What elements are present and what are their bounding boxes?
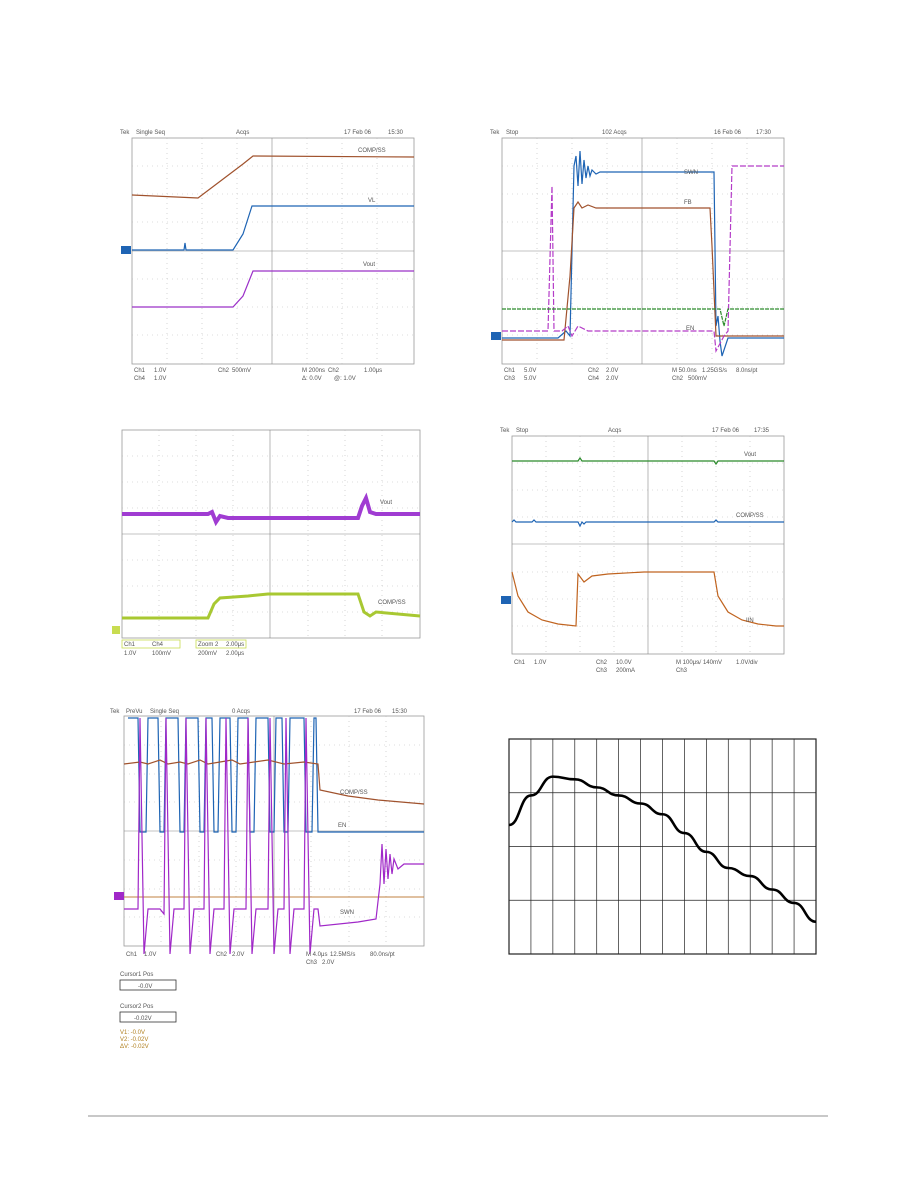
trace-swn <box>502 151 784 356</box>
svg-text:@: 1.0V: @: 1.0V <box>334 376 356 382</box>
svg-text:15:30: 15:30 <box>392 709 408 715</box>
svg-text:1.0V: 1.0V <box>144 952 157 958</box>
svg-text:12.5MS/s: 12.5MS/s <box>330 952 356 958</box>
svg-text:M 200ns: M 200ns <box>302 368 326 374</box>
svg-text:Ch1: Ch1 <box>124 642 136 648</box>
svg-text:Ch4: Ch4 <box>134 376 146 382</box>
footer-rule <box>88 1115 828 1117</box>
svg-text:Ch2: Ch2 <box>672 376 684 382</box>
svg-text:Ch3: Ch3 <box>306 960 318 966</box>
svg-text:100mV: 100mV <box>152 651 172 657</box>
trace-vout <box>122 498 420 522</box>
svg-text:2.0V: 2.0V <box>606 376 619 382</box>
svg-text:15:30: 15:30 <box>388 130 404 136</box>
svg-text:1.0V: 1.0V <box>534 660 547 666</box>
svg-text:5.0V: 5.0V <box>524 368 537 374</box>
svg-text:M 50.0ns: M 50.0ns <box>672 368 697 374</box>
svg-text:5.0V: 5.0V <box>524 376 537 382</box>
trace-vl <box>132 206 414 250</box>
scope-capture-load-transient <box>108 426 424 660</box>
svg-text:Ch3: Ch3 <box>596 668 608 674</box>
svg-text:200mV: 200mV <box>198 651 218 657</box>
label-comp-ss: COMP/SS <box>358 148 386 154</box>
svg-text:Ch1: Ch1 <box>126 952 138 958</box>
trace-en <box>502 166 784 351</box>
svg-text:Acqs: Acqs <box>608 428 622 434</box>
svg-text:Ch3: Ch3 <box>504 376 516 382</box>
trace-comp-ss <box>122 594 420 618</box>
svg-text:2.00μs: 2.00μs <box>226 642 245 648</box>
scope-capture-startup <box>118 126 420 386</box>
svg-text:Ch1: Ch1 <box>504 368 516 374</box>
svg-text:Ch1: Ch1 <box>134 368 146 374</box>
svg-text:17:30: 17:30 <box>756 130 772 136</box>
svg-text:1.0V: 1.0V <box>154 376 167 382</box>
scope-grid <box>132 138 414 364</box>
svg-text:ΔV: -0.02V: ΔV: -0.02V <box>120 1044 149 1050</box>
label-en: EN <box>686 326 695 332</box>
svg-text:V1: -0.0V: V1: -0.0V <box>120 1030 146 1036</box>
svg-text:17:35: 17:35 <box>754 428 770 434</box>
svg-text:Single Seq: Single Seq <box>150 709 180 715</box>
svg-text:Stop: Stop <box>506 130 519 136</box>
trace-vout <box>132 271 414 307</box>
svg-text:1.0V: 1.0V <box>124 651 137 657</box>
svg-text:Ch1: Ch1 <box>514 660 526 666</box>
svg-text:2.0V: 2.0V <box>232 952 245 958</box>
svg-text:Stop: Stop <box>516 428 529 434</box>
trace-comp-ss <box>132 156 414 198</box>
svg-text:Ch2: Ch2 <box>328 368 340 374</box>
svg-text:Δ: 0.0V: Δ: 0.0V <box>302 376 322 382</box>
svg-text:V2: -0.02V: V2: -0.02V <box>120 1037 149 1043</box>
svg-text:500mV: 500mV <box>232 368 252 374</box>
svg-text:Tek: Tek <box>500 428 510 434</box>
svg-text:M 4.0μs: M 4.0μs <box>306 952 328 958</box>
svg-text:Tek: Tek <box>120 130 130 136</box>
label-swn: SWN <box>684 170 698 176</box>
svg-text:Tek: Tek <box>490 130 500 136</box>
scope-footer <box>134 368 382 382</box>
svg-text:16 Feb 06: 16 Feb 06 <box>714 130 742 136</box>
label-comp-ss: COMP/SS <box>736 513 764 519</box>
scope-footer <box>122 640 246 657</box>
svg-text:Single Seq: Single Seq <box>136 130 166 136</box>
svg-text:Tek: Tek <box>110 709 120 715</box>
label-comp-ss: COMP/SS <box>378 600 406 606</box>
cursor-readout <box>120 972 176 1050</box>
svg-text:2.00μs: 2.00μs <box>226 651 245 657</box>
svg-text:500mV: 500mV <box>688 376 708 382</box>
svg-text:-0.0V: -0.0V <box>138 984 153 990</box>
scope-header <box>120 130 404 136</box>
svg-text:200mA: 200mA <box>616 668 636 674</box>
svg-text:2.0V: 2.0V <box>322 960 335 966</box>
label-vl: VL <box>368 198 376 204</box>
svg-text:Ch2: Ch2 <box>596 660 608 666</box>
svg-text:Ch4: Ch4 <box>588 376 600 382</box>
svg-text:Ch2: Ch2 <box>218 368 230 374</box>
trace-fb <box>502 202 784 340</box>
scope-footer <box>514 659 758 674</box>
svg-text:2.0V: 2.0V <box>606 368 619 374</box>
svg-text:1.0V/div: 1.0V/div <box>736 660 758 666</box>
scope-footer <box>126 952 395 966</box>
scope-grid <box>512 436 784 654</box>
scope-header <box>490 130 772 136</box>
svg-text:-0.02V: -0.02V <box>134 1016 152 1022</box>
svg-text:0 Acqs: 0 Acqs <box>232 709 251 715</box>
svg-text:Zoom 2: Zoom 2 <box>198 642 219 648</box>
scope-header <box>500 428 770 434</box>
svg-text:17 Feb 06: 17 Feb 06 <box>712 428 740 434</box>
svg-text:Ch4: Ch4 <box>152 642 164 648</box>
svg-text:1.00μs: 1.00μs <box>364 368 383 374</box>
line-chart <box>508 738 818 956</box>
svg-text:√ 140mV: √ 140mV <box>698 660 722 666</box>
label-iin: IIN <box>746 618 754 624</box>
svg-text:Ch2: Ch2 <box>588 368 600 374</box>
scope-grid <box>122 430 420 638</box>
svg-text:Cursor2 Pos: Cursor2 Pos <box>120 1004 154 1010</box>
svg-text:102 Acqs: 102 Acqs <box>602 130 627 136</box>
scope-capture-inrush <box>498 424 788 676</box>
svg-text:17 Feb 06: 17 Feb 06 <box>354 709 382 715</box>
svg-text:Acqs: Acqs <box>236 130 250 136</box>
svg-text:8.0ns/pt: 8.0ns/pt <box>736 368 758 374</box>
svg-text:Ch3: Ch3 <box>676 668 688 674</box>
trace-green <box>502 309 784 326</box>
svg-text:M 100μs: M 100μs <box>676 660 700 666</box>
svg-text:10.0V: 10.0V <box>616 660 632 666</box>
label-comp-ss: COMP/SS <box>340 790 368 796</box>
label-vout: Vout <box>380 500 393 506</box>
svg-text:1.25GS/s: 1.25GS/s <box>702 368 728 374</box>
scope-footer <box>504 368 758 382</box>
scope-header <box>110 709 408 715</box>
svg-text:17 Feb 06: 17 Feb 06 <box>344 130 372 136</box>
label-en: EN <box>338 823 347 829</box>
scope-capture-switching <box>488 126 790 386</box>
svg-text:1.0V: 1.0V <box>154 368 167 374</box>
label-fb: FB <box>684 200 692 206</box>
svg-text:80.0ns/pt: 80.0ns/pt <box>370 952 395 958</box>
svg-text:Ch2: Ch2 <box>216 952 228 958</box>
scope-capture-shutdown <box>108 704 430 1064</box>
svg-text:Cursor1 Pos: Cursor1 Pos <box>120 972 154 978</box>
label-swn: SWN <box>340 910 354 916</box>
label-vout: Vout <box>744 452 757 458</box>
svg-text:PreVu: PreVu <box>126 709 143 715</box>
label-vout: Vout <box>363 262 376 268</box>
trace-en <box>128 718 424 832</box>
